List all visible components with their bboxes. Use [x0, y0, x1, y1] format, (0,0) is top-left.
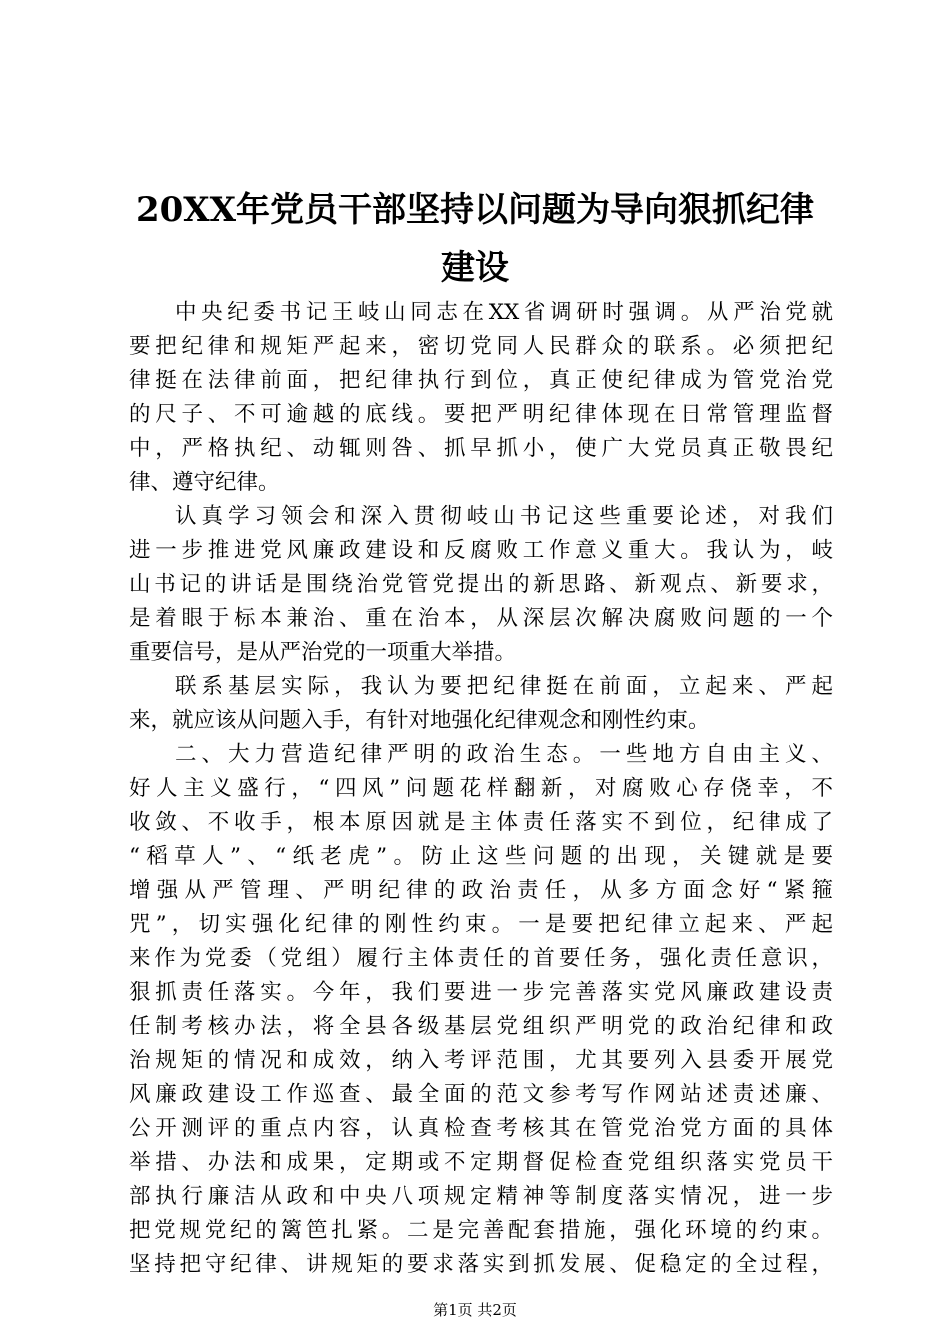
body-line: 二、大力营造纪律严明的政治生态。一些地方自由主义、: [175, 742, 833, 767]
body-line: 坚持把守纪律、讲规矩的要求落实到抓发展、促稳定的全过程，: [129, 1252, 833, 1277]
body-line: 风廉政建设工作巡查、最全面的范文参考写作网站述责述廉、: [129, 1082, 833, 1107]
body-line: 狠抓责任落实。今年，我们要进一步完善落实党风廉政建设责: [129, 980, 833, 1005]
body-line: 认真学习领会和深入贯彻岐山书记这些重要论述，对我们: [175, 504, 833, 529]
body-line: 进一步推进党风廉政建设和反腐败工作意义重大。我认为，岐: [129, 538, 833, 563]
body-line: 咒”，切实强化纪律的刚性约束。一是要把纪律立起来、严起: [129, 912, 833, 937]
body-line: 联系基层实际，我认为要把纪律挺在前面，立起来、严起: [175, 674, 833, 699]
body-line: 中央纪委书记王岐山同志在XX省调研时强调。从严治党就: [175, 300, 833, 325]
body-line: 增强从严管理、严明纪律的政治责任，从多方面念好“紧箍: [129, 878, 833, 903]
body-line: 重要信号，是从严治党的一项重大举措。: [129, 640, 517, 665]
body-line: 公开测评的重点内容，认真检查考核其在管党治党方面的具体: [129, 1116, 833, 1141]
body-line: 把党规党纪的篱笆扎紧。二是完善配套措施，强化环境的约束。: [129, 1218, 833, 1243]
document-title-line-2: 建设: [441, 248, 509, 288]
page-footer: 第1页 共2页: [433, 1301, 517, 1319]
body-line: 律、遵守纪律。: [129, 470, 280, 495]
body-line: 好人主义盛行，“四风”问题花样翻新，对腐败心存侥幸，不: [129, 776, 833, 801]
document-body: [129, 296, 833, 1282]
body-line: 是着眼于标本兼治、重在治本，从深层次解决腐败问题的一个: [129, 606, 833, 631]
body-line: 任制考核办法，将全县各级基层党组织严明党的政治纪律和政: [129, 1014, 833, 1039]
body-line: 部执行廉洁从政和中央八项规定精神等制度落实情况，进一步: [129, 1184, 833, 1209]
body-line: 治规矩的情况和成效，纳入考评范围，尤其要列入县委开展党: [129, 1048, 833, 1073]
body-line: 山书记的讲话是围绕治党管党提出的新思路、新观点、新要求，: [129, 572, 833, 597]
document-title-line-1: 20XX年党员干部坚持以问题为导向狠抓纪律: [135, 190, 815, 230]
body-line: 要把纪律和规矩严起来，密切党同人民群众的联系。必须把纪: [129, 334, 833, 359]
body-line: 的尺子、不可逾越的底线。要把严明纪律体现在日常管理监督: [129, 402, 833, 427]
body-line: 中，严格执纪、动辄则咎、抓早抓小，使广大党员真正敬畏纪: [129, 436, 833, 461]
body-line: 来作为党委（党组）履行主体责任的首要任务，强化责任意识，: [129, 946, 833, 971]
body-line: 律挺在法律前面，把纪律执行到位，真正使纪律成为管党治党: [129, 368, 833, 393]
body-line: 收敛、不收手，根本原因就是主体责任落实不到位，纪律成了: [129, 810, 833, 835]
body-line: 举措、办法和成果，定期或不定期督促检查党组织落实党员干: [129, 1150, 833, 1175]
body-line: “稻草人”、“纸老虎”。防止这些问题的出现，关键就是要: [129, 844, 833, 869]
body-line: 来，就应该从问题入手，有针对地强化纪律观念和刚性约束。: [129, 708, 710, 733]
